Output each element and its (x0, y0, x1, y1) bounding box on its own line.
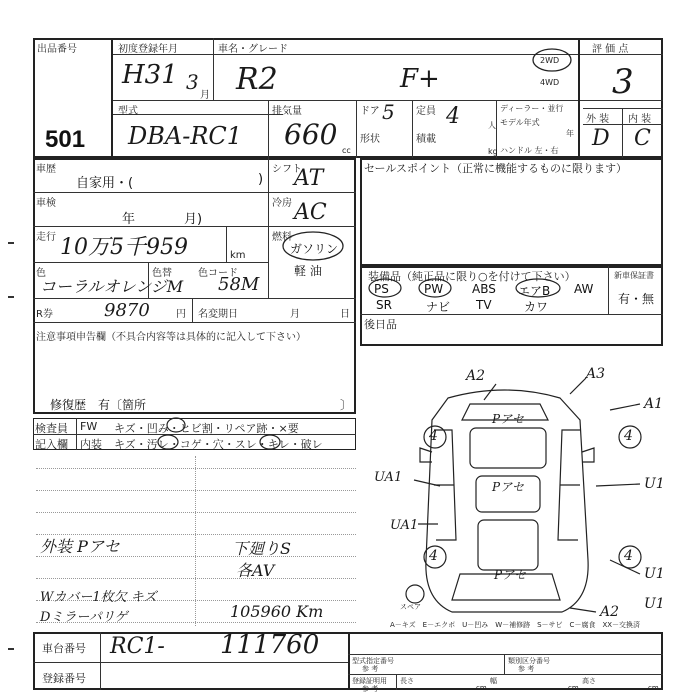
color-code-value: 58M (218, 274, 260, 295)
interior-grade: C (634, 126, 651, 151)
cert-label: 登録証明用 (352, 677, 387, 685)
warranty-value: 有・無 (618, 292, 655, 306)
mark-u1-right: U1 (644, 476, 665, 492)
fuel-diesel: 軽 油 (294, 264, 322, 278)
note-3: 各AV (236, 561, 275, 580)
plate-label: 登録番号 (42, 672, 86, 685)
shift-value: AT (294, 166, 324, 191)
model-year-label: モデル年式 (500, 118, 540, 127)
aircon-value: AC (294, 200, 327, 225)
color-code-label: 色コード (198, 268, 238, 279)
day-label: 日 (340, 309, 350, 320)
note-6: 105960 Km (230, 602, 324, 621)
mark-ua1-left: UA1 (374, 470, 403, 485)
yen-unit: 円 (176, 309, 186, 320)
car-name: R2 (236, 62, 278, 97)
month-label: 月 (290, 309, 300, 320)
mark-ua1-lower: UA1 (390, 518, 419, 533)
width-label: 幅 (490, 677, 497, 685)
name-change-label: 名変期日 (198, 309, 238, 320)
fuel-gasoline: ガソリン (290, 242, 339, 256)
note-1: 外装 Pアセ (40, 537, 120, 556)
score: 3 (612, 62, 634, 102)
reg-era: H31 (122, 60, 178, 90)
notes-label: 注意事項申告欄（不具合内容等は具体的に記入して下さい） (36, 332, 306, 343)
displacement: 660 (284, 118, 338, 151)
mark-a2-top: A2 (466, 368, 486, 384)
capacity-label: 定員 (416, 106, 436, 117)
inspection-month-unit: 月) (184, 212, 203, 227)
chassis-number: 111760 (220, 630, 320, 660)
mark-wheel-rl: 4 (429, 548, 438, 564)
chassis-prefix: RC1- (110, 634, 165, 659)
year-unit: 年 (566, 129, 574, 138)
load-label: 積載 (416, 134, 436, 145)
type-designation-ref: 参 考 (362, 665, 379, 673)
equip-aw: AW (574, 282, 594, 296)
mark-wheel-fr: 4 (624, 428, 633, 444)
model-code: DBA-RC1 (128, 122, 243, 150)
equip-navi: ナビ (426, 300, 451, 314)
dealer-label: ディーラー・並行 (500, 104, 564, 113)
note-2: 下廻りS (232, 539, 291, 558)
interior-items: キズ・汚レ・コゲ・穴・スレ・キレ・破レ (114, 438, 323, 451)
mark-a3: A3 (586, 366, 606, 382)
spare-label: スペア (400, 603, 421, 611)
mileage-value: 10万5千959 (60, 235, 188, 260)
lot-number: 501 (45, 126, 86, 153)
month-unit: 月 (200, 90, 210, 101)
length-label: 長さ (400, 677, 414, 685)
km-unit: km (230, 250, 246, 261)
mileage-label: 走行 (36, 232, 56, 243)
chassis-label: 車台番号 (42, 642, 86, 655)
equip-ps: PS (374, 282, 389, 296)
inspection-label: 車検 (36, 198, 56, 209)
type-label: 型式 (118, 106, 138, 117)
equip-pw: PW (424, 282, 444, 296)
mark-a2-bottom: A2 (600, 604, 620, 620)
fw-label: FW (80, 420, 98, 433)
history-value: 自家用・( (76, 176, 134, 191)
aircon-label: 冷房 (272, 198, 292, 209)
equip-tv: TV (476, 298, 492, 312)
recycle-label: R券 (36, 309, 53, 320)
mark-u1-rear: U1 (644, 596, 665, 612)
interior-row-label: 内装 (80, 438, 102, 451)
mark-u1-lower: U1 (644, 566, 665, 582)
new-warranty-label: 新車保証書 (614, 271, 654, 280)
class-ref: 参 考 (518, 665, 535, 673)
grade-label: 評 価 点 (592, 44, 629, 55)
first-reg-label: 初度登録年月 (118, 44, 178, 55)
seats: 4 (446, 104, 460, 129)
mark-rear-assembly: Pアセ (494, 568, 526, 582)
door-label: ドア (360, 106, 380, 117)
car-name-label: 車名・グレード (218, 44, 288, 55)
width-unit: cm (568, 684, 579, 692)
equip-airbag: エアB (518, 284, 551, 298)
mark-a1: A1 (644, 396, 664, 412)
displacement-label: 排気量 (272, 106, 302, 117)
mark-roof-assembly: Pアセ (492, 480, 524, 494)
equip-sr: SR (376, 298, 392, 312)
drive-2wd: 2WD (540, 56, 560, 65)
type-designation-label: 型式指定番号 (352, 657, 394, 665)
rear-seat-label: 後日品 (364, 318, 397, 331)
history-label: 車歴 (36, 164, 56, 175)
fw-items: キズ・凹み・ヒビ割・リペア跡・×要 (114, 422, 299, 435)
interior-label: 内 装 (628, 114, 652, 125)
color-change-label: 色替 (152, 268, 172, 279)
equip-abs: ABS (472, 282, 496, 296)
color-label: 色 (36, 268, 46, 279)
cc-unit: cc (342, 146, 351, 155)
repair-label: 修復歴 有〔箇所 (50, 398, 147, 412)
sales-point-label: セールスポイント（正常に機能するものに限ります） (364, 162, 628, 175)
drive-4wd: 4WD (540, 78, 560, 87)
mark-front-assembly: Pアセ (492, 412, 524, 426)
shift-label: シフト (272, 164, 302, 175)
person-unit: 人 (488, 121, 496, 130)
fuel-label: 燃料 (272, 232, 292, 243)
doors: 5 (382, 100, 395, 124)
kg-unit: kg (488, 147, 498, 156)
equip-leather: カワ (524, 300, 549, 314)
note-4: Wカバー1枚欠 キズ (40, 590, 157, 605)
inspection-year-unit: 年 (122, 212, 136, 227)
exterior-label: 外 装 (586, 114, 610, 125)
cert-ref: 参 考 (362, 685, 379, 693)
lot-number-label: 出品番号 (37, 44, 77, 55)
height-unit: cm (648, 684, 659, 692)
length-unit: cm (476, 684, 487, 692)
class-label: 類別区分番号 (508, 657, 550, 665)
recycle-value: 9870 (104, 300, 150, 321)
reg-month: 3 (186, 70, 199, 94)
exterior-grade: D (592, 126, 610, 151)
mark-wheel-rr: 4 (624, 548, 633, 564)
damage-legend: A－キズ E－エクボ U－凹み W－補修跡 S－サビ C－腐食 XX－交換済 (390, 621, 641, 629)
car-grade: F+ (400, 64, 440, 94)
inspector-label: 検査員 (35, 422, 68, 435)
mark-wheel-fl: 4 (429, 428, 438, 444)
color-value: コーラルオレンジM (40, 277, 184, 296)
shape-label: 形状 (360, 134, 380, 145)
handle-label: ハンドル 左・右 (500, 146, 559, 155)
height-label: 高さ (582, 677, 596, 685)
note-5: Dミラーパリゲ (40, 610, 128, 625)
record-label: 記入欄 (35, 438, 68, 451)
equipment-label: 装備品（純正品に限り○を付けて下さい） (368, 270, 576, 283)
